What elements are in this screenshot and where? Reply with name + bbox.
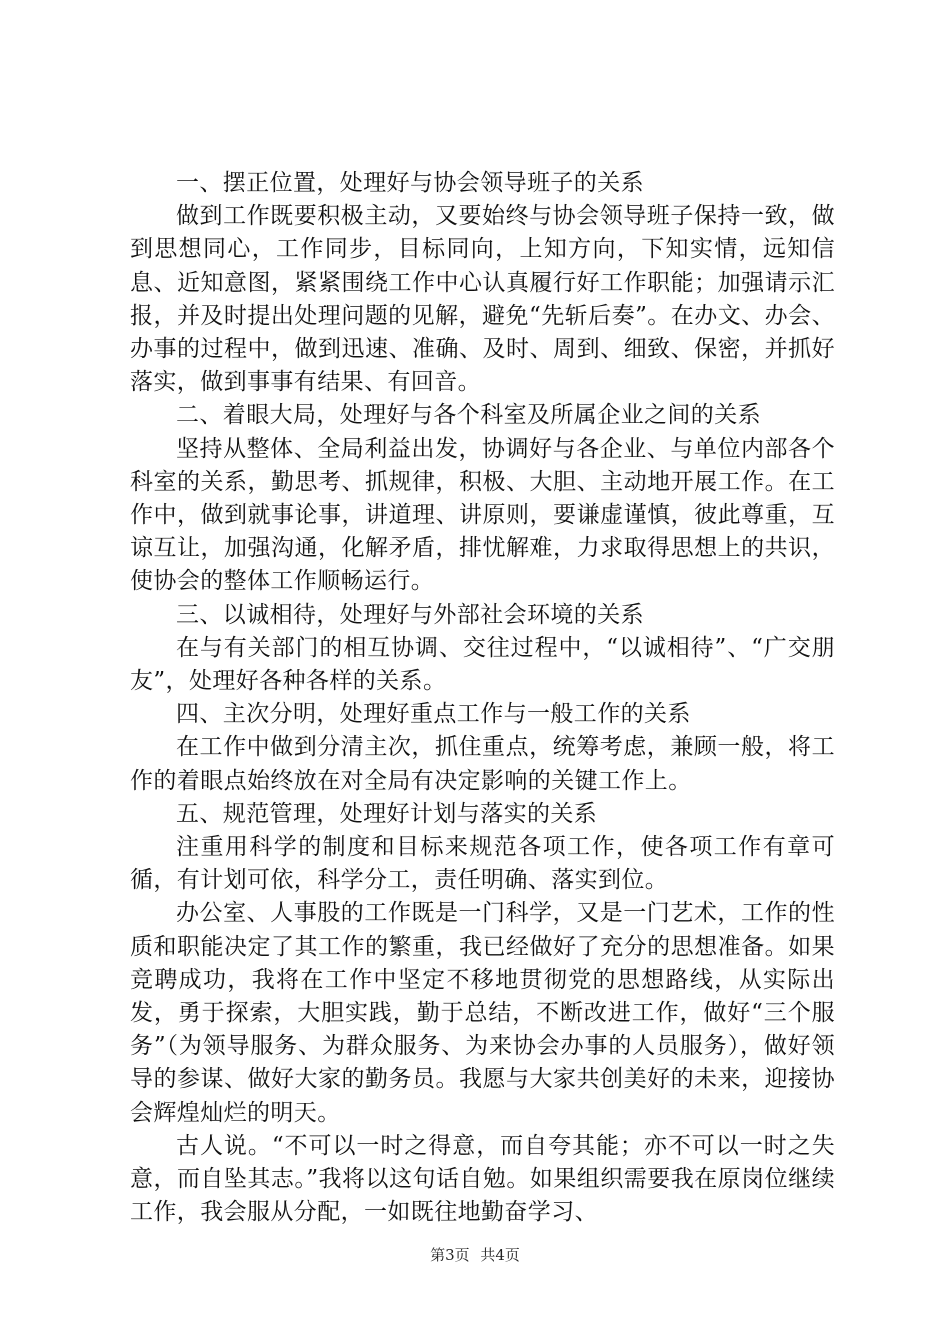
page-total: 共4页: [480, 1246, 520, 1264]
document-body: [130, 167, 835, 1230]
body-paragraph-1: 做到工作既要积极主动，又要始终与协会领导班子保持一致，做到思想同心，工作同步，目标同向，上知方向，下知实情，远知信息、近知意图，紧紧围绕工作中心认真履行好工作职能；加强请示汇报，并及时提出处理问题的见解，避免“先斩后奏”。在办文、办会、办事的过程中，做到迅速、准确、及时、周到、细致、保密，并抓好落实，做到事事有结果、有回音。: [130, 203, 835, 396]
body-paragraph-3: 在与有关部门的相互协调、交往过程中，“以诚相待”、“广交朋友”，处理好各种各样的关系。: [130, 634, 835, 695]
section-heading-3: 三、以诚相待，处理好与外部社会环境的关系: [176, 601, 644, 628]
body-paragraph-4: 在工作中做到分清主次，抓住重点，统筹考虑，兼顾一般，将工作的着眼点始终放在对全局有决定影响的关键工作上。: [130, 734, 835, 794]
page-footer: [0, 1244, 950, 1265]
section-heading-5: 五、规范管理，处理好计划与落实的关系: [176, 800, 598, 827]
body-paragraph-6: 办公室、人事股的工作既是一门科学，又是一门艺术，工作的性质和职能决定了其工作的繁重，我已经做好了充分的思想准备。如果竞聘成功，我将在工作中坚定不移地贯彻党的思想路线，从实际出发，勇于探索，大胆实践，勤于总结，不断改进工作，做好“三个服务”（为领导服务、为群众服务、为来协会办事的人员服务），做好领导的参谋、做好大家的勤务员。我愿与大家共创美好的未来，迎接协会辉煌灿烂的明天。: [130, 900, 835, 1126]
body-paragraph-5: 注重用科学的制度和目标来规范各项工作，使各项工作有章可循，有计划可依，科学分工，责任明确、落实到位。: [130, 834, 835, 894]
body-paragraph-2: 坚持从整体、全局利益出发，协调好与各企业、与单位内部各个科室的关系，勤思考、抓规律，积极、大胆、主动地开展工作。在工作中，做到就事论事，讲道理、讲原则，要谦虚谨慎，彼此尊重，互谅互让，加强沟通，化解矛盾，排忧解难，力求取得思想上的共识，使协会的整体工作顺畅运行。: [130, 435, 835, 595]
section-heading-2: 二、着眼大局，处理好与各个科室及所属企业之间的关系: [176, 402, 761, 429]
section-heading-4: 四、主次分明，处理好重点工作与一般工作的关系: [176, 701, 691, 728]
body-paragraph-7: 古人说。“不可以一时之得意，而自夸其能；亦不可以一时之失意，而自坠其志。”我将以这句话自勉。如果组织需要我在原岗位继续工作，我会服从分配，一如既往地勤奋学习、: [130, 1132, 835, 1226]
section-heading-1: 一、摆正位置，处理好与协会领导班子的关系: [176, 170, 644, 196]
page-number: 第3页: [430, 1246, 470, 1264]
